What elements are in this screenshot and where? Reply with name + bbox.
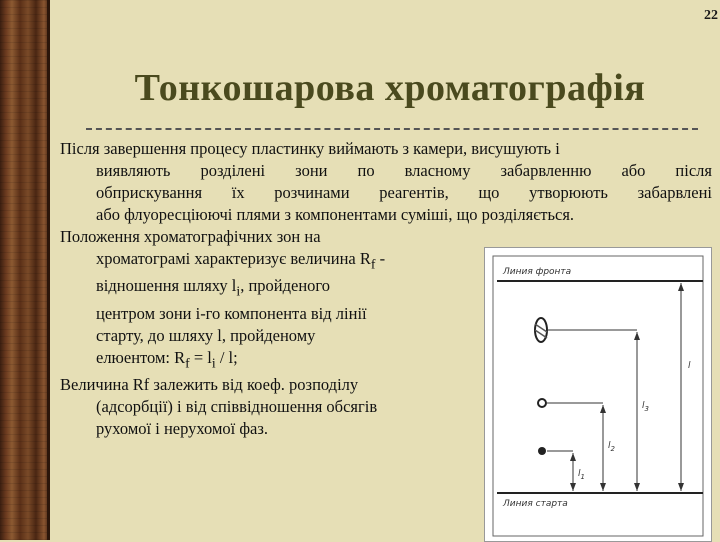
p2-rf-sub-2: f — [185, 354, 190, 370]
p2-li-sub-2: i — [211, 354, 216, 370]
chromatogram-diagram — [484, 247, 712, 542]
paragraph-3 — [60, 374, 480, 440]
l2-arrow-top — [600, 405, 606, 413]
l3-arrow-top — [634, 332, 640, 340]
l3-arrow-bottom — [634, 483, 640, 491]
paragraph-1 — [60, 138, 712, 226]
l2-sub: 2 — [610, 445, 615, 453]
l1-arrow-bottom — [570, 483, 576, 491]
p2-line2-tail: - — [375, 249, 386, 268]
l1-label — [578, 469, 585, 481]
l2-label — [608, 441, 616, 453]
p2-line6-text: елюентом: R — [96, 347, 186, 367]
title-divider — [86, 128, 698, 130]
l3-label — [642, 401, 649, 413]
p1-line4: або флуоресціюючі плями з компонентами суміші, що розділяється. — [96, 205, 575, 224]
p1-line3: обприскування їх розчинами реагентів, що утворюють забарвлені — [96, 183, 712, 202]
l-arrow-top — [678, 283, 684, 291]
paragraph-2 — [60, 226, 480, 374]
l2-arrow-bottom — [600, 483, 606, 491]
front-line-label: Линия фронта — [503, 267, 572, 277]
p2-line6-mid: = l — [189, 347, 212, 367]
l-arrow-bottom — [678, 483, 684, 491]
l-label: l — [688, 361, 691, 371]
p2-line2 — [60, 248, 480, 275]
l3-letter: l — [642, 401, 645, 411]
p3-line2: (адсорбції) і від співвідношення обсягів — [96, 396, 378, 416]
p2-line6-tail: / l; — [215, 347, 238, 367]
p2-li-sub: і — [236, 283, 241, 299]
l2-letter: l — [608, 441, 611, 451]
p3-line1: Величина Rf залежить від коеф. розподілу — [60, 374, 359, 394]
l1-letter: l — [578, 469, 581, 479]
p2-line3 — [60, 275, 480, 302]
p2-line1: Положення хроматографічних зон на — [60, 227, 321, 246]
p2-line3-text: відношення шляху l — [96, 276, 237, 296]
wood-border — [0, 0, 50, 540]
start-line-label: Линия старта — [503, 499, 568, 509]
p2-line3-tail: , пройденого — [240, 276, 331, 296]
chromatogram-svg — [485, 248, 711, 541]
p1-line2: виявляють розділені зони по власному забарвленню або після — [96, 161, 712, 180]
l3-sub: 3 — [644, 405, 649, 413]
p3-line3: рухомої і нерухомої фаз. — [96, 418, 269, 438]
l1-sub: 1 — [580, 473, 585, 481]
l1-arrow-top — [570, 453, 576, 461]
p2-line6 — [60, 347, 480, 374]
p2-line5: старту, до шляху l, пройденому — [96, 325, 316, 345]
p2-rf-sub: f — [370, 256, 376, 272]
slide-number: 22 — [704, 8, 718, 23]
slide-title: Тонкошарова хроматографія — [134, 67, 646, 109]
p1-line1: Після завершення процесу пластинку виймають з камери, висушують і — [60, 139, 560, 158]
spot-1 — [538, 447, 546, 455]
spot-2 — [538, 399, 546, 407]
p2-line2-text: хроматограмі характеризує величина R — [96, 249, 371, 268]
p2-line4: центром зони і-го компонента від лінії — [96, 303, 367, 323]
